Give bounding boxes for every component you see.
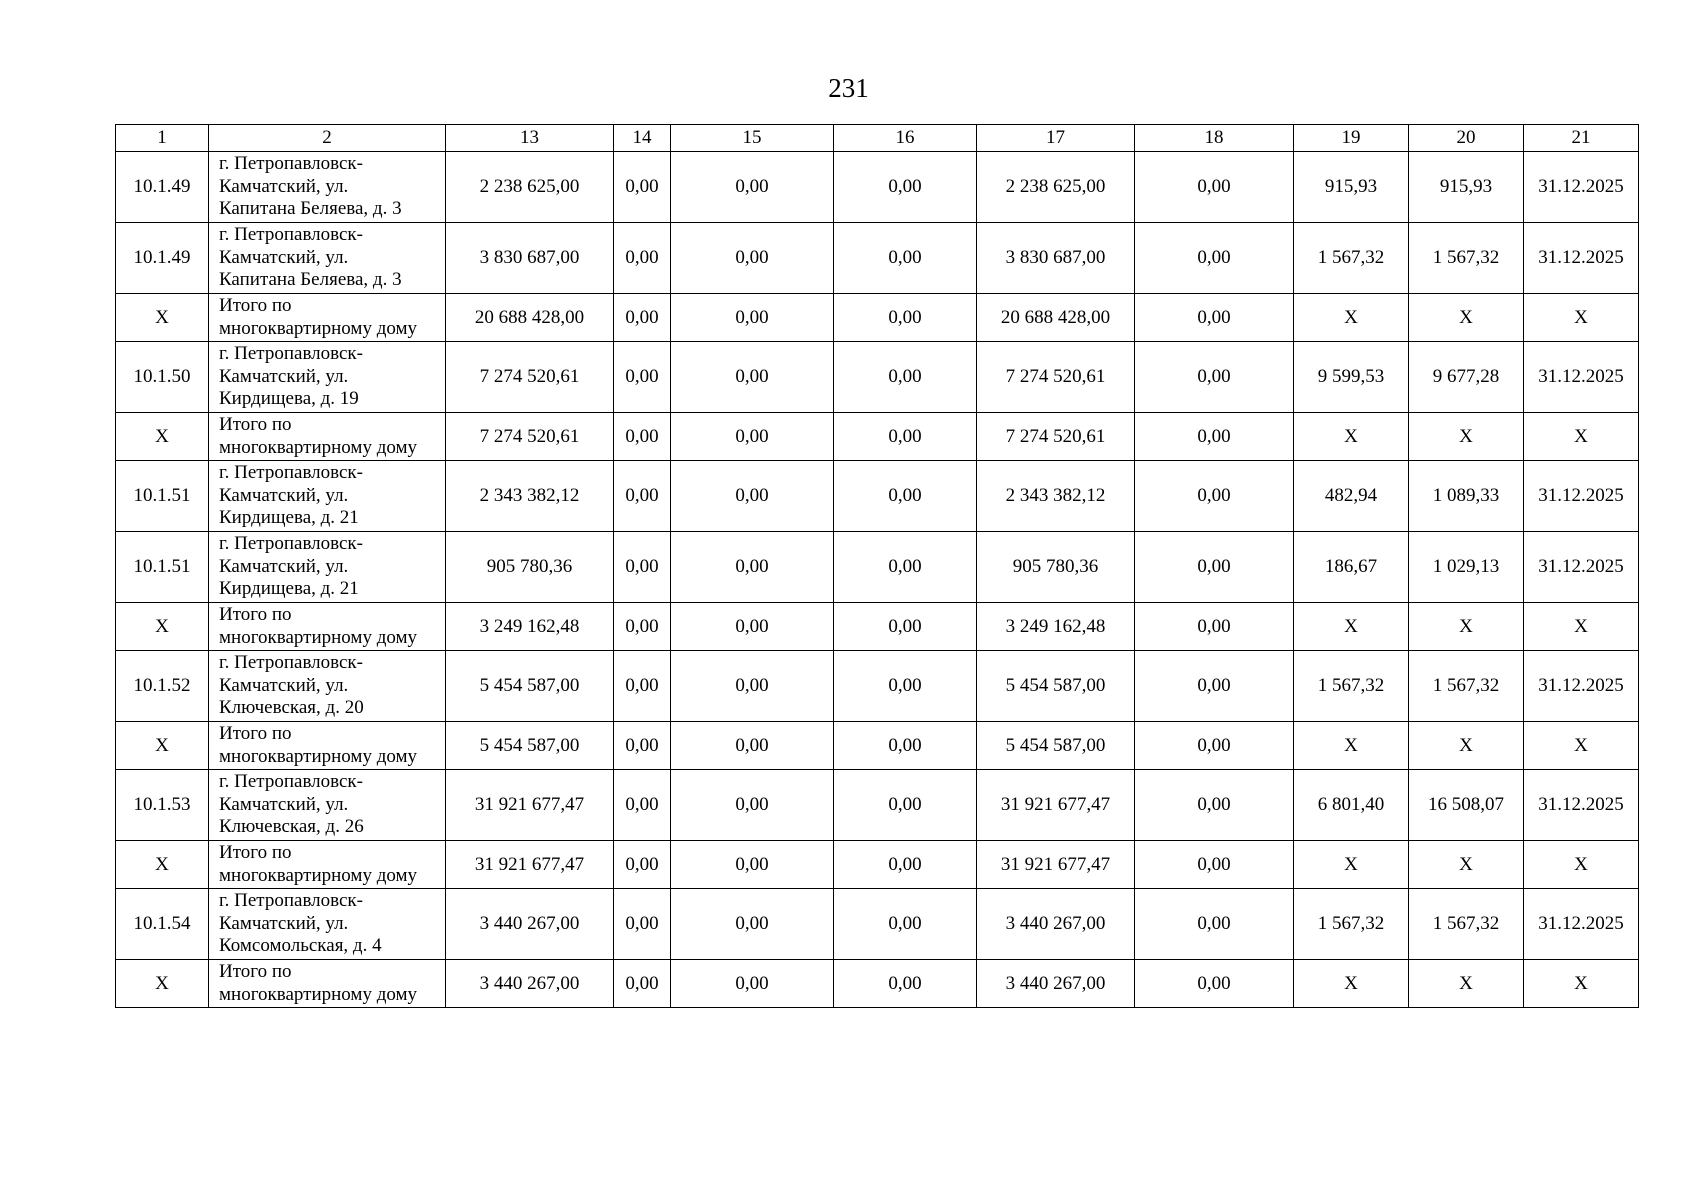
table-cell: 0,00: [671, 603, 834, 651]
table-row: [116, 152, 1639, 223]
table-row: [116, 770, 1639, 841]
table-cell: X: [116, 413, 209, 461]
table-cell: X: [1409, 722, 1524, 770]
table-cell: 0,00: [671, 223, 834, 294]
table-cell: 3 249 162,48: [446, 603, 614, 651]
table-cell: X: [1524, 722, 1639, 770]
table-cell: 3 440 267,00: [446, 889, 614, 960]
table-cell: 0,00: [834, 532, 977, 603]
table-cell: 31.12.2025: [1524, 889, 1639, 960]
table-cell: 2 343 382,12: [977, 461, 1135, 532]
table-cell: 0,00: [1135, 770, 1294, 841]
table-cell: 0,00: [614, 223, 671, 294]
table-cell: 905 780,36: [977, 532, 1135, 603]
table-cell: 0,00: [1135, 342, 1294, 413]
table-cell: 10.1.54: [116, 889, 209, 960]
table-cell: 0,00: [834, 223, 977, 294]
table-cell: 0,00: [614, 294, 671, 342]
table-cell: X: [116, 960, 209, 1008]
table-cell: 9 599,53: [1294, 342, 1409, 413]
table-cell: 3 440 267,00: [977, 889, 1135, 960]
table-cell: 31 921 677,47: [446, 770, 614, 841]
table-body: [116, 152, 1639, 1008]
table-cell: 0,00: [614, 152, 671, 223]
table-row: [116, 413, 1639, 461]
table-cell: 0,00: [671, 294, 834, 342]
table-cell: 31.12.2025: [1524, 532, 1639, 603]
table-row: [116, 294, 1639, 342]
table-cell: 0,00: [1135, 841, 1294, 889]
table-cell: 5 454 587,00: [446, 722, 614, 770]
table-cell: Итого по многоквартирному дому: [209, 841, 446, 889]
table-cell: 1 567,32: [1294, 223, 1409, 294]
table-cell: 2 238 625,00: [977, 152, 1135, 223]
column-header-1: 1: [116, 125, 209, 152]
table-cell: г. Петропавловск- Камчатский, ул. Кирдищева, д. 21: [209, 532, 446, 603]
table-cell: 3 440 267,00: [977, 960, 1135, 1008]
table-cell: 0,00: [671, 342, 834, 413]
table-cell: 1 029,13: [1409, 532, 1524, 603]
table-cell: г. Петропавловск- Камчатский, ул. Кирдищева, д. 21: [209, 461, 446, 532]
column-header-7: 17: [977, 125, 1135, 152]
table-cell: 0,00: [1135, 223, 1294, 294]
table-cell: X: [1524, 841, 1639, 889]
table-cell: 0,00: [671, 651, 834, 722]
column-header-9: 19: [1294, 125, 1409, 152]
table-cell: 0,00: [834, 413, 977, 461]
table-cell: г. Петропавловск- Камчатский, ул. Комсомольская, д. 4: [209, 889, 446, 960]
table-cell: 0,00: [1135, 889, 1294, 960]
table-cell: X: [116, 294, 209, 342]
table-cell: 31.12.2025: [1524, 770, 1639, 841]
table-cell: 0,00: [834, 770, 977, 841]
table-row: [116, 889, 1639, 960]
table-cell: 0,00: [834, 960, 977, 1008]
table-cell: 3 249 162,48: [977, 603, 1135, 651]
table-cell: 6 801,40: [1294, 770, 1409, 841]
table-cell: 0,00: [614, 532, 671, 603]
table-cell: 0,00: [1135, 532, 1294, 603]
table-cell: 7 274 520,61: [446, 413, 614, 461]
table-cell: X: [1294, 294, 1409, 342]
table-cell: 0,00: [1135, 603, 1294, 651]
table-cell: X: [1524, 413, 1639, 461]
table-cell: 0,00: [614, 603, 671, 651]
table-cell: г. Петропавловск- Камчатский, ул. Ключевская, д. 26: [209, 770, 446, 841]
table-cell: 0,00: [834, 889, 977, 960]
table-cell: X: [1294, 603, 1409, 651]
table-cell: X: [1524, 603, 1639, 651]
table-cell: 3 830 687,00: [977, 223, 1135, 294]
table-row: [116, 223, 1639, 294]
table-cell: 0,00: [614, 413, 671, 461]
table-row: [116, 841, 1639, 889]
header-row: [116, 125, 1639, 152]
table-cell: Итого по многоквартирному дому: [209, 413, 446, 461]
table-cell: 10.1.51: [116, 532, 209, 603]
table-cell: X: [1294, 960, 1409, 1008]
table-cell: 5 454 587,00: [977, 722, 1135, 770]
table-cell: 31.12.2025: [1524, 461, 1639, 532]
table-cell: X: [116, 722, 209, 770]
table-cell: 0,00: [834, 294, 977, 342]
table-cell: X: [1409, 603, 1524, 651]
table-cell: 0,00: [671, 152, 834, 223]
table-cell: 0,00: [1135, 413, 1294, 461]
table-cell: 9 677,28: [1409, 342, 1524, 413]
table-cell: г. Петропавловск- Камчатский, ул. Кирдищева, д. 19: [209, 342, 446, 413]
table-cell: 3 440 267,00: [446, 960, 614, 1008]
table-cell: Итого по многоквартирному дому: [209, 722, 446, 770]
table-cell: 0,00: [614, 770, 671, 841]
table-cell: 3 830 687,00: [446, 223, 614, 294]
column-header-11: 21: [1524, 125, 1639, 152]
column-header-10: 20: [1409, 125, 1524, 152]
table-cell: 0,00: [614, 651, 671, 722]
table-cell: 482,94: [1294, 461, 1409, 532]
table-cell: 0,00: [1135, 461, 1294, 532]
table-cell: 7 274 520,61: [977, 413, 1135, 461]
table-cell: X: [1294, 722, 1409, 770]
table-cell: 1 567,32: [1294, 651, 1409, 722]
table-cell: 0,00: [614, 841, 671, 889]
column-header-8: 18: [1135, 125, 1294, 152]
table-cell: 0,00: [1135, 294, 1294, 342]
table-cell: 0,00: [614, 461, 671, 532]
table-cell: 0,00: [834, 603, 977, 651]
table-cell: 0,00: [671, 413, 834, 461]
table-cell: 0,00: [834, 651, 977, 722]
table-cell: 31 921 677,47: [977, 770, 1135, 841]
table-cell: X: [1294, 413, 1409, 461]
table-cell: X: [1409, 960, 1524, 1008]
table-row: [116, 651, 1639, 722]
table-row: [116, 461, 1639, 532]
table-cell: 20 688 428,00: [977, 294, 1135, 342]
table-cell: 10.1.49: [116, 223, 209, 294]
table-cell: 0,00: [1135, 651, 1294, 722]
table-cell: Итого по многоквартирному дому: [209, 960, 446, 1008]
table-row: [116, 603, 1639, 651]
table-cell: 7 274 520,61: [446, 342, 614, 413]
table-cell: X: [1409, 294, 1524, 342]
table-cell: 0,00: [671, 770, 834, 841]
table-cell: 10.1.50: [116, 342, 209, 413]
table-cell: 16 508,07: [1409, 770, 1524, 841]
table-cell: 1 567,32: [1409, 651, 1524, 722]
table-cell: 915,93: [1294, 152, 1409, 223]
table-cell: 0,00: [1135, 722, 1294, 770]
table-cell: 0,00: [834, 152, 977, 223]
table-cell: 0,00: [671, 722, 834, 770]
table-cell: 1 567,32: [1409, 889, 1524, 960]
table-cell: 2 238 625,00: [446, 152, 614, 223]
table-cell: 20 688 428,00: [446, 294, 614, 342]
column-header-6: 16: [834, 125, 977, 152]
table-cell: X: [1294, 841, 1409, 889]
column-header-4: 14: [614, 125, 671, 152]
table-cell: 5 454 587,00: [977, 651, 1135, 722]
column-header-5: 15: [671, 125, 834, 152]
column-header-2: 2: [209, 125, 446, 152]
table-cell: X: [1524, 294, 1639, 342]
table-cell: 0,00: [834, 342, 977, 413]
table-cell: 31.12.2025: [1524, 651, 1639, 722]
table-cell: 1 567,32: [1409, 223, 1524, 294]
table-row: [116, 722, 1639, 770]
table-cell: X: [116, 841, 209, 889]
table-cell: г. Петропавловск- Камчатский, ул. Капитана Беляева, д. 3: [209, 223, 446, 294]
table-cell: 0,00: [1135, 960, 1294, 1008]
table-cell: 1 089,33: [1409, 461, 1524, 532]
table-row: [116, 960, 1639, 1008]
table-cell: 5 454 587,00: [446, 651, 614, 722]
table-cell: 31 921 677,47: [446, 841, 614, 889]
table-cell: 0,00: [834, 722, 977, 770]
table-cell: X: [1409, 841, 1524, 889]
column-header-3: 13: [446, 125, 614, 152]
table-cell: 31.12.2025: [1524, 223, 1639, 294]
table-cell: 0,00: [671, 841, 834, 889]
table-cell: г. Петропавловск- Камчатский, ул. Ключевская, д. 20: [209, 651, 446, 722]
table-cell: 0,00: [614, 889, 671, 960]
table-cell: 0,00: [671, 461, 834, 532]
table-cell: X: [1409, 413, 1524, 461]
table-cell: 10.1.53: [116, 770, 209, 841]
table-cell: 7 274 520,61: [977, 342, 1135, 413]
table-cell: 31 921 677,47: [977, 841, 1135, 889]
table-cell: 0,00: [614, 960, 671, 1008]
table-cell: 915,93: [1409, 152, 1524, 223]
table-cell: 0,00: [1135, 152, 1294, 223]
table-cell: 31.12.2025: [1524, 152, 1639, 223]
table-cell: 0,00: [834, 841, 977, 889]
page-number: 231: [828, 73, 869, 103]
table-row: [116, 342, 1639, 413]
table-cell: 0,00: [614, 342, 671, 413]
table-cell: 905 780,36: [446, 532, 614, 603]
table-cell: Итого по многоквартирному дому: [209, 294, 446, 342]
table-cell: 1 567,32: [1294, 889, 1409, 960]
table-cell: 10.1.51: [116, 461, 209, 532]
table-cell: г. Петропавловск- Камчатский, ул. Капитана Беляева, д. 3: [209, 152, 446, 223]
table-header: [116, 125, 1639, 152]
table-cell: Итого по многоквартирному дому: [209, 603, 446, 651]
table-cell: 10.1.52: [116, 651, 209, 722]
table-cell: 0,00: [671, 532, 834, 603]
table-cell: 0,00: [614, 722, 671, 770]
table-cell: X: [1524, 960, 1639, 1008]
table-cell: 0,00: [671, 960, 834, 1008]
table-cell: 10.1.49: [116, 152, 209, 223]
table-cell: 0,00: [671, 889, 834, 960]
table-row: [116, 532, 1639, 603]
table-cell: 2 343 382,12: [446, 461, 614, 532]
table-cell: 186,67: [1294, 532, 1409, 603]
table-cell: 0,00: [834, 461, 977, 532]
data-table: [115, 124, 1639, 1008]
table-cell: X: [116, 603, 209, 651]
table-cell: 31.12.2025: [1524, 342, 1639, 413]
